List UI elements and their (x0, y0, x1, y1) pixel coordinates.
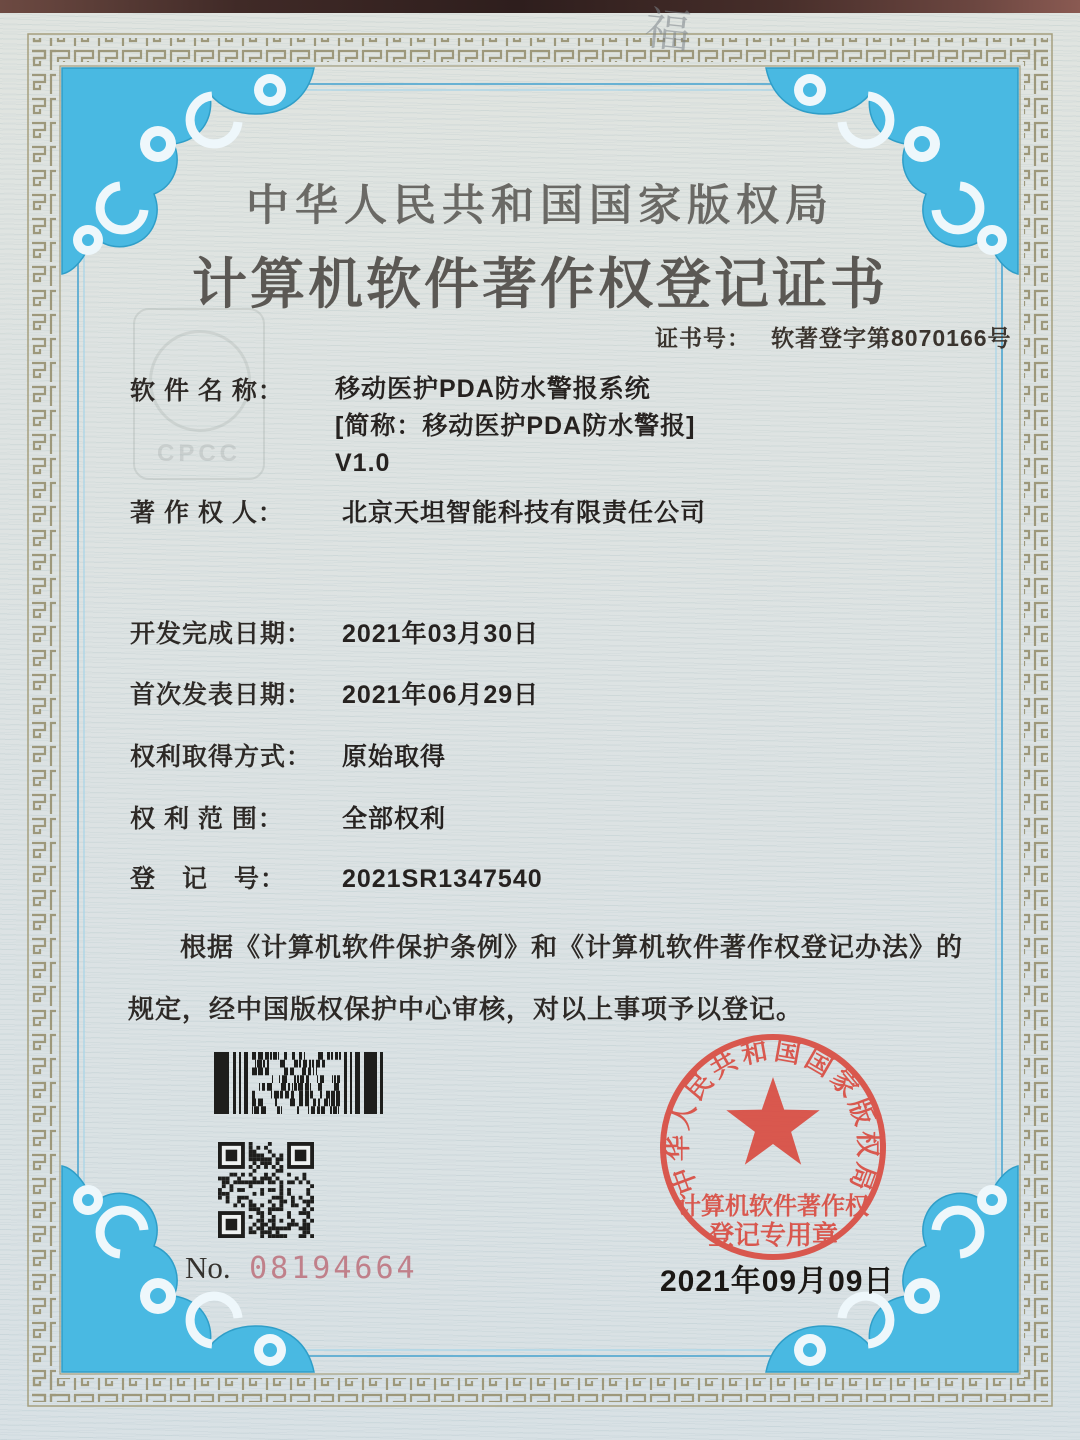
dev-complete-date-label: 开发完成日期： (130, 620, 313, 648)
statement-line1: 根据《计算机软件保护条例》和《计算机软件著作权登记办法》的 (180, 932, 964, 962)
statement-line2: 规定，经中国版权保护中心审核，对以上事项予以登记。 (128, 994, 804, 1024)
field-software-name (130, 371, 335, 407)
right-scope-value: 全部权利 (341, 805, 446, 833)
embossed-watermark-text: CPCC (156, 440, 241, 467)
serial-number-line (185, 1250, 418, 1286)
issue-date: 2021年09月09日 (660, 1265, 895, 1298)
right-scope-label: 权 利 范 围： (130, 805, 284, 833)
registration-no-value: 2021SR1347540 (341, 865, 543, 893)
field-copyright-owner (130, 493, 706, 529)
seal-line1: 计算机软件著作权 (677, 1193, 869, 1220)
dev-complete-date-value: 2021年03月30日 (341, 620, 540, 648)
software-name-label: 软 件 名 称： (130, 377, 284, 405)
software-name-line3: V1.0 (335, 449, 391, 477)
copyright-owner-label: 著 作 权 人： (130, 499, 284, 527)
right-acquire-method-value: 原始取得 (341, 743, 446, 771)
right-acquire-method-label: 权利取得方式： (130, 743, 313, 771)
seal-star-icon (726, 1077, 819, 1165)
qr-code (218, 1142, 314, 1238)
field-right-acquire-method (130, 737, 446, 773)
seal-ring-text: 中华人民共和国国家版权局 (662, 1034, 884, 1198)
registration-no-label: 登 记 号： (130, 865, 287, 893)
software-name-line2: [简称：移动医护PDA防水警报] (335, 412, 696, 440)
certificate-number-label: 证书号： (655, 325, 751, 351)
copyright-owner-value: 北京天坦智能科技有限责任公司 (341, 499, 706, 527)
official-seal (638, 1012, 908, 1282)
field-registration-no (130, 859, 543, 895)
seal-line2: 登记专用章 (707, 1220, 839, 1250)
serial-number-label: No. (185, 1250, 231, 1285)
field-right-scope (130, 799, 446, 835)
first-publish-date-label: 首次发表日期： (130, 681, 313, 709)
field-first-publish-date (130, 675, 539, 711)
certificate-number-line (655, 320, 1012, 353)
issuer-title: 中华人民共和国国家版权局 (246, 183, 834, 230)
serial-number-value: 08194664 (249, 1251, 418, 1286)
certificate-number-value: 软著登字第8070166号 (771, 325, 1012, 351)
barcode (214, 1052, 394, 1114)
software-name-line1: 移动医护PDA防水警报系统 (335, 375, 651, 403)
handwritten-fu-mark: 福 (641, 0, 694, 60)
certificate-title: 计算机软件著作权登记证书 (191, 254, 888, 315)
first-publish-date-value: 2021年06月29日 (341, 681, 540, 709)
software-name-value (335, 371, 695, 482)
field-dev-complete-date (130, 614, 539, 650)
